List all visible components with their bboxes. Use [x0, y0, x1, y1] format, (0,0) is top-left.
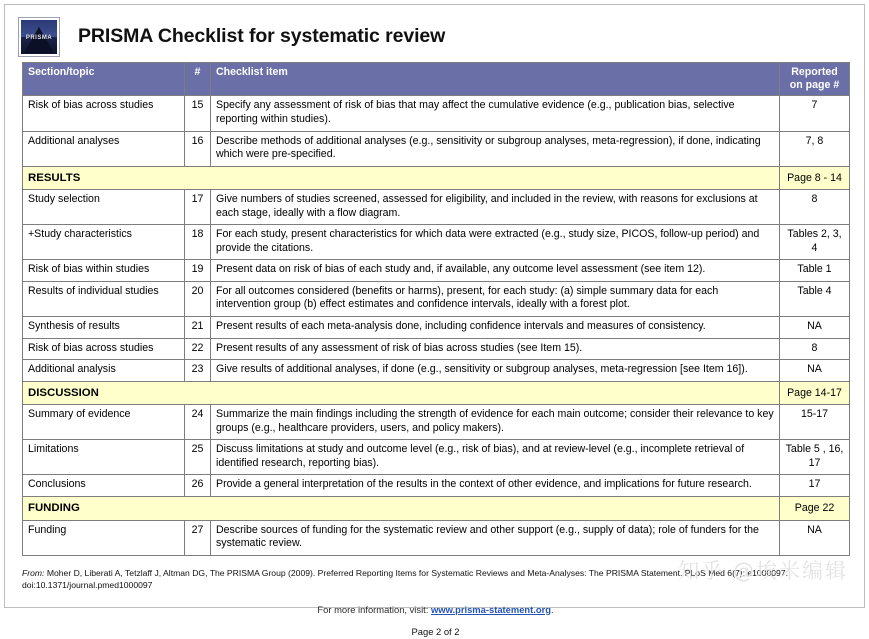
row-checklist-item: Give numbers of studies screened, assessed for eligibility, and included in the review, with reasons for exclusions at each stage, ideally with a flow diagram.	[211, 190, 780, 225]
row-checklist-item: For each study, present characteristics for which data were extracted (e.g., study size, PICOS, follow-up period) and provide the citations.	[211, 225, 780, 260]
document-header	[5, 5, 864, 59]
row-section-topic: Funding	[23, 520, 185, 555]
row-item-number: 19	[185, 260, 211, 282]
row-item-number: 17	[185, 190, 211, 225]
table-row	[23, 475, 850, 497]
page-number: Page 2 of 2	[411, 626, 460, 638]
row-reported-page: NA	[780, 520, 850, 555]
row-checklist-item: Give results of additional analyses, if done (e.g., sensitivity or subgroup analyses, meta-regression [see Item 16]).	[211, 360, 780, 382]
table-row	[23, 520, 850, 555]
table-row	[23, 440, 850, 475]
table-row	[23, 317, 850, 339]
section-page-reference: Page 14-17	[780, 381, 850, 405]
row-section-topic: Risk of bias across studies	[23, 338, 185, 360]
row-checklist-item: Present results of any assessment of risk of bias across studies (see Item 15).	[211, 338, 780, 360]
row-checklist-item: Describe methods of additional analyses (e.g., sensitivity or subgroup analyses, meta-regression), if done, indicating which were pre-specified.	[211, 131, 780, 166]
row-section-topic: +Study characteristics	[23, 225, 185, 260]
column-header-section-topic: Section/topic	[23, 63, 185, 96]
more-information-label: For more information, visit:	[317, 603, 431, 615]
row-section-topic: Results of individual studies	[23, 281, 185, 316]
table-header-row	[23, 63, 850, 96]
row-section-topic: Summary of evidence	[23, 405, 185, 440]
row-section-topic: Risk of bias within studies	[23, 260, 185, 282]
column-header-number: #	[185, 63, 211, 96]
column-header-checklist-item: Checklist item	[211, 63, 780, 96]
row-reported-page: 8	[780, 190, 850, 225]
row-section-topic: Conclusions	[23, 475, 185, 497]
row-reported-page: 7	[780, 96, 850, 131]
row-item-number: 27	[185, 520, 211, 555]
more-information-period: .	[550, 603, 554, 615]
row-item-number: 22	[185, 338, 211, 360]
row-item-number: 15	[185, 96, 211, 131]
row-checklist-item: Summarize the main findings including the strength of evidence for each main outcome; consider their relevance to key groups (e.g., healthcare providers, users, and policy makers).	[211, 405, 780, 440]
row-reported-page: 15-17	[780, 405, 850, 440]
row-item-number: 16	[185, 131, 211, 166]
section-label: FUNDING	[23, 496, 780, 520]
column-header-reported-line1: Reported	[791, 66, 838, 78]
row-checklist-item: Present results of each meta-analysis done, including confidence intervals and measures of consistency.	[211, 317, 780, 339]
watermark: 知乎 @埃米编辑	[678, 559, 848, 583]
row-reported-page: Table 4	[780, 281, 850, 316]
prisma-checklist-table	[22, 62, 850, 556]
row-section-topic: Additional analyses	[23, 131, 185, 166]
citation-text: Moher D, Liberati A, Tetzlaff J, Altman DG, The PRISMA Group (2009). Preferred Reporting Items for Systematic Reviews and Meta-Analyses: The PRISMA Statement. PLoS Med 6(7): e1000097. doi:10.1371/journal.pmed1000097	[22, 567, 788, 591]
row-item-number: 23	[185, 360, 211, 382]
row-reported-page: Tables 2, 3, 4	[780, 225, 850, 260]
row-checklist-item: Describe sources of funding for the systematic review and other support (e.g., supply of data); role of funders for the systematic review.	[211, 520, 780, 555]
row-item-number: 26	[185, 475, 211, 497]
table-section-row	[23, 381, 850, 405]
table-row	[23, 338, 850, 360]
table-row	[23, 405, 850, 440]
row-reported-page: NA	[780, 360, 850, 382]
row-reported-page: 8	[780, 338, 850, 360]
prisma-statement-link[interactable]: www.prisma-statement.org	[430, 603, 551, 615]
page-title: PRISMA Checklist for systematic review	[78, 25, 446, 47]
row-checklist-item: For all outcomes considered (benefits or harms), present, for each study: (a) simple summary data for each intervention group (b) effect estimates and confidence intervals, ideally with a forest plot.	[211, 281, 780, 316]
table-row	[23, 360, 850, 382]
table-body	[23, 96, 850, 555]
row-checklist-item: Discuss limitations at study and outcome level (e.g., risk of bias), and at review-level (e.g., incomplete retrieval of identified research, reporting bias).	[211, 440, 780, 475]
column-header-reported-line2: on page #	[789, 78, 840, 91]
row-reported-page: 17	[780, 475, 850, 497]
logo-wordmark: PRISMA	[25, 34, 53, 41]
row-item-number: 20	[185, 281, 211, 316]
row-section-topic: Additional analysis	[23, 360, 185, 382]
row-item-number: 25	[185, 440, 211, 475]
table-row	[23, 131, 850, 166]
row-reported-page: 7, 8	[780, 131, 850, 166]
row-checklist-item: Present data on risk of bias of each study and, if available, any outcome level assessment (see item 12).	[211, 260, 780, 282]
table-section-row	[23, 166, 850, 190]
table-row	[23, 260, 850, 282]
section-label: DISCUSSION	[23, 381, 780, 405]
more-information-line	[22, 603, 849, 617]
table-section-row	[23, 496, 850, 520]
row-checklist-item: Provide a general interpretation of the results in the context of other evidence, and implications for future research.	[211, 475, 780, 497]
prisma-logo-icon	[18, 17, 60, 57]
row-item-number: 18	[185, 225, 211, 260]
row-reported-page: Table 5 , 16, 17	[780, 440, 850, 475]
table-row	[23, 190, 850, 225]
row-section-topic: Limitations	[23, 440, 185, 475]
row-item-number: 21	[185, 317, 211, 339]
citation-from-label: From:	[22, 567, 45, 578]
row-section-topic: Synthesis of results	[23, 317, 185, 339]
row-reported-page: NA	[780, 317, 850, 339]
section-page-reference: Page 8 - 14	[780, 166, 850, 190]
row-reported-page: Table 1	[780, 260, 850, 282]
column-header-reported-on-page	[780, 63, 850, 96]
row-section-topic: Risk of bias across studies	[23, 96, 185, 131]
table-row	[23, 281, 850, 316]
section-label: RESULTS	[23, 166, 780, 190]
row-section-topic: Study selection	[23, 190, 185, 225]
row-checklist-item: Specify any assessment of risk of bias that may affect the cumulative evidence (e.g., publication bias, selective reporting within studies).	[211, 96, 780, 131]
table-row	[23, 225, 850, 260]
document-page	[4, 4, 865, 638]
section-page-reference: Page 22	[780, 496, 850, 520]
row-item-number: 24	[185, 405, 211, 440]
table-row	[23, 96, 850, 131]
